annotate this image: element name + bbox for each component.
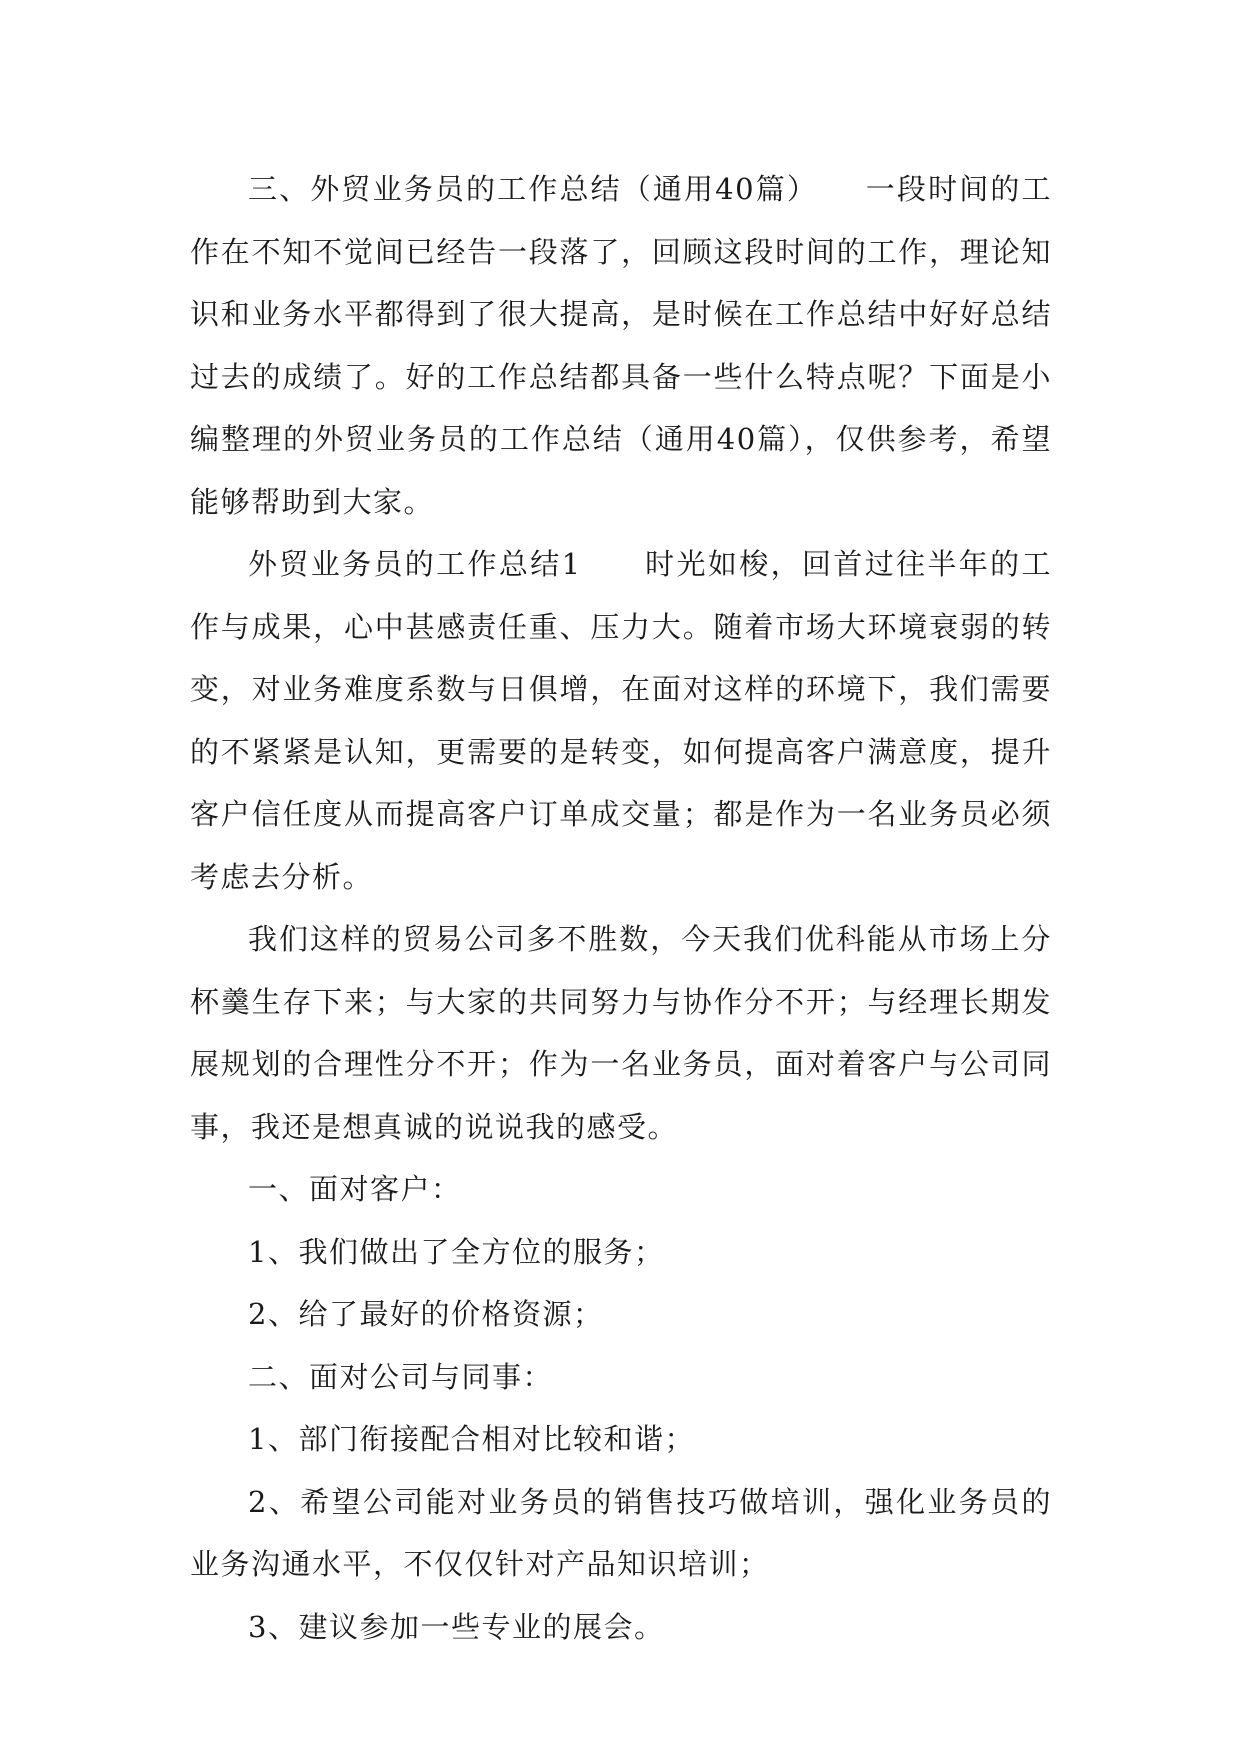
summary-1-paragraph: 外贸业务员的工作总结1 时光如梭，回首过往半年的工作与成果，心中甚感责任重、压力大。随着市场大环境衰弱的转变，对业务难度系数与日俱增，在面对这样的环境下，我们需要的不紧紧是认知，更需要的是转变，如何提高客户满意度，提升客户信任度从而提高客户订单成交量；都是作为一名业务员必须考虑去分析。 (190, 547, 1052, 894)
section-heading-company: 二、面对公司与同事： (248, 1359, 554, 1394)
company-paragraph: 我们这样的贸易公司多不胜数，今天我们优科能从市场上分杯羹生存下来；与大家的共同努力与协作分不开；与经理长期发展规划的合理性分不开；作为一名业务员，面对着客户与公司同事，我还是想真诚的说说我的感受。 (190, 922, 1052, 1144)
list-item: 3、建议参加一些专业的展会。 (248, 1609, 665, 1644)
section-heading-clients: 一、面对客户： (248, 1172, 462, 1206)
list-item: 2、希望公司能对业务员的销售技巧做培训，强化业务员的业务沟通水平，不仅仅针对产品知识培训； (190, 1484, 1052, 1581)
intro-paragraph: 三、外贸业务员的工作总结（通用40篇） 一段时间的工作在不知不觉间已经告一段落了，回顾这段时间的工作，理论知识和业务水平都得到了很大提高，是时候在工作总结中好好总结过去的成绩了。好的工作总结都具备一些什么特点呢？下面是小编整理的外贸业务员的工作总结（通用40篇），仅供参考，希望能够帮助到大家。 (190, 172, 1052, 519)
list-item: 1、我们做出了全方位的服务； (248, 1234, 665, 1269)
list-item: 2、给了最好的价格资源； (248, 1297, 604, 1331)
list-item: 1、部门衔接配合相对比较和谐； (248, 1422, 695, 1456)
document-body (190, 158, 1052, 1658)
